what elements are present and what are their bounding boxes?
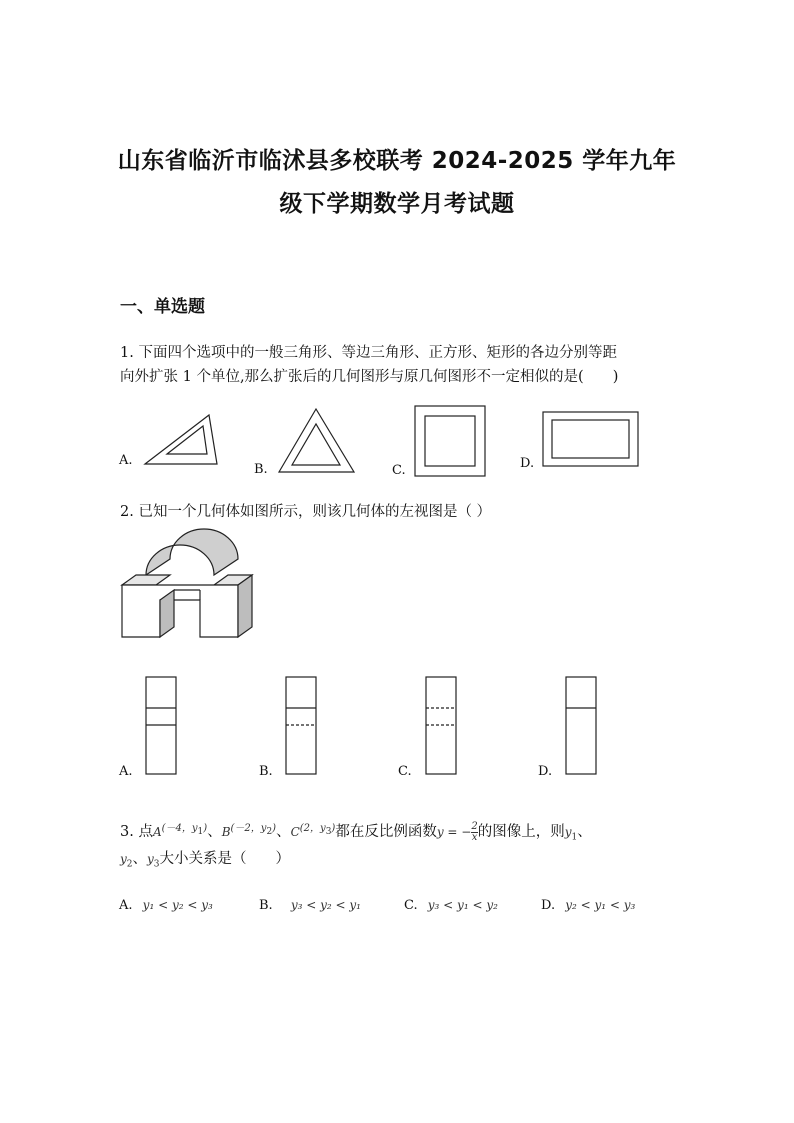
- q1-option-b-label[interactable]: B.: [254, 462, 268, 477]
- q3-post-text: 的图像上，则: [477, 824, 565, 840]
- q3-option-b-label: B.: [259, 898, 273, 913]
- q2-option-b-label[interactable]: B.: [259, 764, 273, 779]
- q3-sep: 、: [276, 824, 291, 840]
- q3-sep: 、: [132, 851, 148, 867]
- y2-symbol: $y_2$: [120, 852, 133, 870]
- q3-option-a[interactable]: [119, 898, 213, 913]
- q3-option-d[interactable]: [541, 898, 635, 913]
- q3-option-d-label: D.: [541, 898, 556, 913]
- q3-option-d-expr: y₂ < y₁ < y₃: [565, 898, 636, 912]
- q3-sep: 、: [577, 824, 592, 840]
- q2-option-d-label[interactable]: D.: [538, 764, 553, 779]
- q3-intro: 3. 点: [120, 824, 153, 840]
- question-1-line1: 1. 下面四个选项中的一般三角形、等边三角形、正方形、矩形的各边分别等距: [120, 345, 617, 361]
- question-2-text: 2. 已知一个几何体如图所示，则该几何体的左视图是（ ）: [120, 504, 492, 520]
- q1-option-a-label[interactable]: A.: [119, 453, 133, 468]
- q1-option-d-label[interactable]: D.: [520, 456, 535, 471]
- q3-option-c[interactable]: [404, 898, 498, 913]
- y3-symbol: $y_3$: [147, 852, 160, 870]
- point-b: $B^{(-2,y_2)}$: [221, 823, 277, 839]
- q3-option-a-expr: y₁ < y₂ < y₃: [142, 898, 213, 912]
- section-heading: 一、单选题: [120, 297, 205, 317]
- q3-option-b[interactable]: [259, 898, 361, 913]
- q3-option-a-label: A.: [119, 898, 133, 913]
- inverse-function: y = − $\frac{2}{x}$: [436, 821, 478, 843]
- q2-option-a-label[interactable]: A.: [119, 764, 133, 779]
- q3-sep: 、: [207, 824, 222, 840]
- question-3-line2: [120, 846, 290, 877]
- question-1-line2: 向外扩张 1 个单位,那么扩张后的几何图形与原几何图形不一定相似的是( ): [120, 369, 619, 385]
- q3-line2-tail: 大小关系是（ ）: [159, 851, 291, 867]
- y1-symbol: $y_1$: [564, 825, 578, 843]
- q3-mid-text: 都在反比例函数: [335, 824, 437, 840]
- q2-option-c-label[interactable]: C.: [398, 764, 412, 779]
- q3-option-c-expr: y₃ < y₁ < y₂: [427, 898, 498, 912]
- point-c: $C^{(2,y_3)}$: [290, 823, 336, 839]
- point-a: $A^{(-4,y_1)}$: [152, 823, 208, 839]
- page-title-line2: 级下学期数学月考试题: [279, 191, 515, 217]
- q3-option-b-expr: y₃ < y₂ < y₁: [290, 898, 361, 912]
- q3-option-c-label: C.: [404, 898, 418, 913]
- q1-option-c-label[interactable]: C.: [392, 463, 406, 478]
- page-title-line1: 山东省临沂市临沭县多校联考 2024-2025 学年九年: [117, 148, 677, 174]
